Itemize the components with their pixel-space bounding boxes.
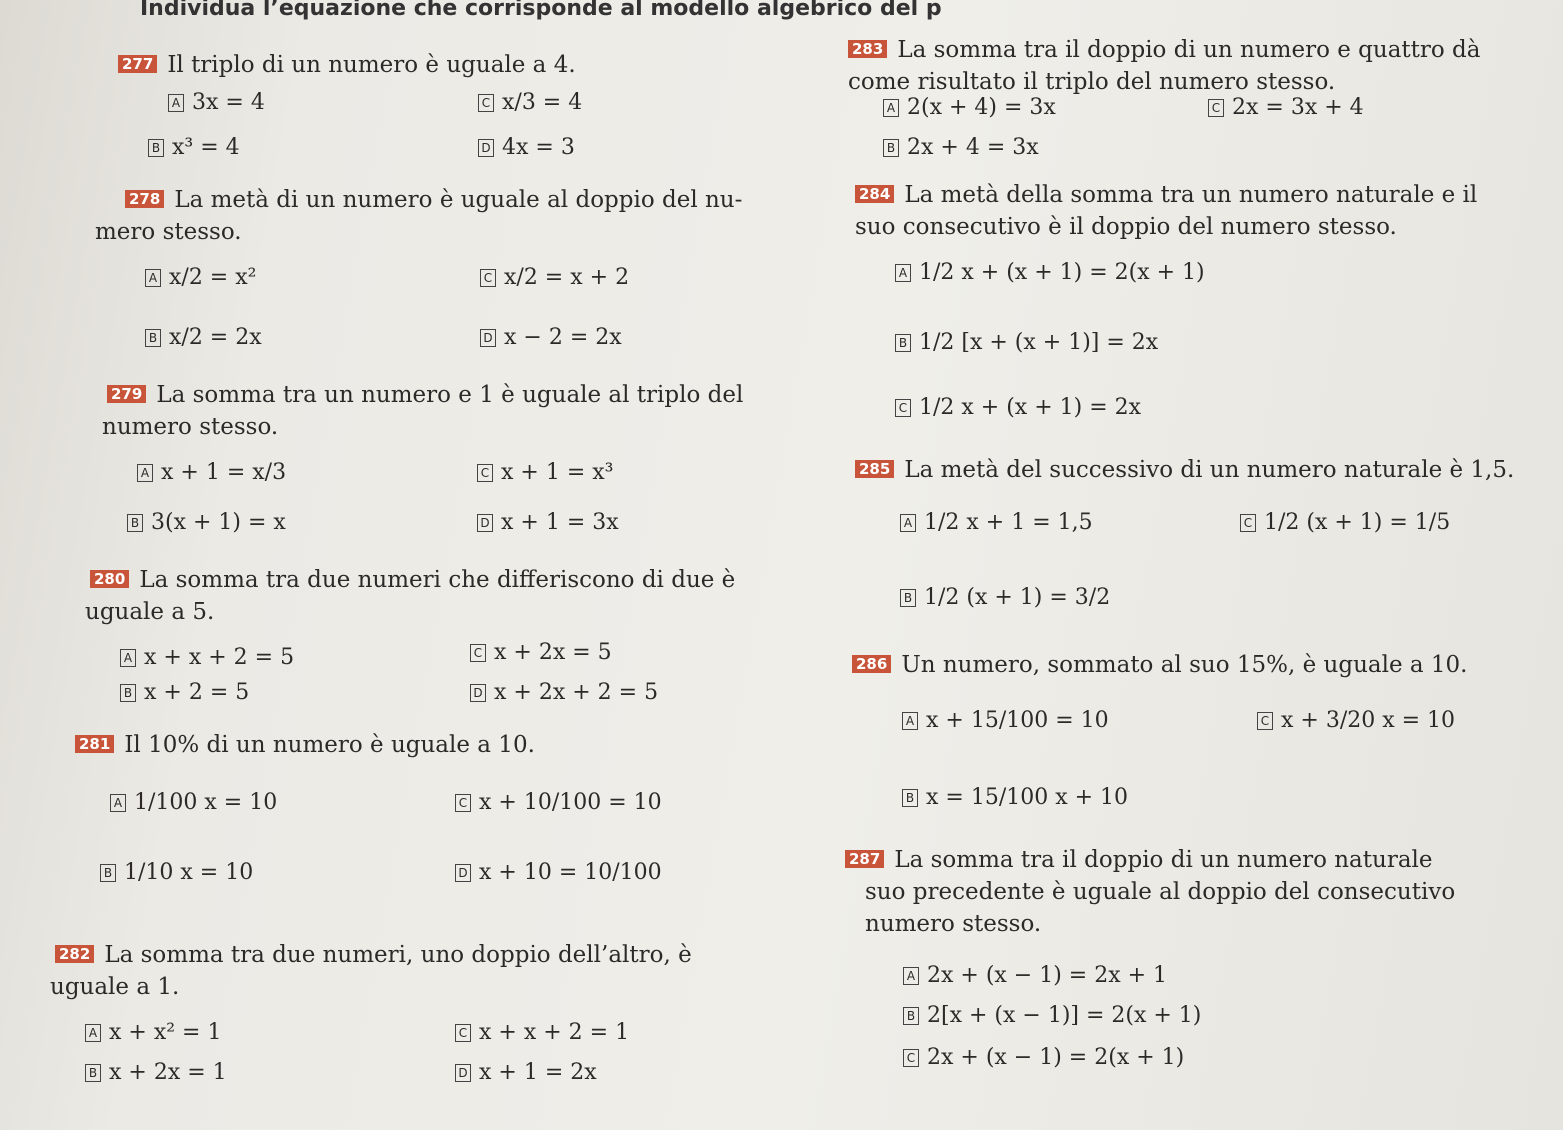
option-equation: x + 1 = x/3 — [161, 460, 287, 485]
option-d[interactable] — [480, 325, 622, 350]
option-b[interactable] — [895, 330, 1158, 355]
option-c[interactable] — [895, 395, 1141, 420]
option-b[interactable] — [900, 585, 1110, 610]
exercise-text — [118, 50, 576, 80]
option-equation: 1/2 [x + (x + 1)] = 2x — [919, 330, 1159, 355]
exercise-text — [90, 565, 735, 595]
option-c[interactable] — [480, 265, 629, 290]
option-letter-box: B — [100, 864, 116, 882]
option-equation: x + 10/100 = 10 — [479, 790, 662, 815]
option-equation: 2x + (x − 1) = 2x + 1 — [927, 963, 1168, 988]
option-letter-box: C — [903, 1049, 919, 1067]
option-letter-box: B — [883, 139, 899, 157]
option-letter-box: A — [168, 94, 184, 112]
option-equation: x/2 = 2x — [169, 325, 262, 350]
option-letter-box: B — [148, 139, 164, 157]
exercise-text-line: mero stesso. — [95, 219, 242, 245]
exercise-text — [848, 35, 1481, 65]
option-b[interactable] — [148, 135, 240, 160]
exercise-text-line: La somma tra il doppio di un numero e quattro dà — [897, 37, 1481, 63]
option-b[interactable] — [100, 860, 253, 885]
option-letter-box: B — [85, 1064, 101, 1082]
option-b[interactable] — [903, 1003, 1201, 1028]
exercise-text — [95, 217, 242, 247]
option-letter-box: C — [895, 399, 911, 417]
exercise-text — [102, 412, 278, 442]
option-letter-box: B — [127, 514, 143, 532]
exercise-number-badge: 284 — [855, 185, 894, 203]
option-letter-box: A — [137, 464, 153, 482]
option-equation: x + 2x = 5 — [494, 640, 612, 665]
option-letter-box: B — [903, 1007, 919, 1025]
exercise-text — [50, 972, 179, 1002]
exercise-number-badge: 286 — [852, 655, 891, 673]
option-equation: x + 3/20 x = 10 — [1281, 708, 1456, 733]
option-equation: 2x = 3x + 4 — [1232, 95, 1364, 120]
option-letter-box: B — [902, 789, 918, 807]
exercise-text-line: suo precedente è uguale al doppio del consecutivo — [865, 879, 1456, 905]
option-letter-box: B — [145, 329, 161, 347]
exercise-text — [865, 877, 1455, 907]
exercise-number-badge: 287 — [845, 850, 884, 868]
exercise-number-badge: 285 — [855, 460, 894, 478]
option-equation: x + 2x = 1 — [109, 1060, 227, 1085]
option-equation: 4x = 3 — [502, 135, 575, 160]
option-equation: x + 1 = 2x — [479, 1060, 597, 1085]
option-letter-box: B — [900, 589, 916, 607]
option-equation: 1/100 x = 10 — [134, 790, 278, 815]
option-letter-box: D — [455, 864, 471, 882]
option-b[interactable] — [127, 510, 286, 535]
option-a[interactable] — [110, 790, 277, 815]
option-letter-box: A — [902, 712, 918, 730]
exercise-text-line: La somma tra il doppio di un numero naturale — [894, 847, 1433, 873]
option-equation: 1/10 x = 10 — [124, 860, 254, 885]
exercise-number-badge: 277 — [118, 55, 157, 73]
option-letter-box: A — [900, 514, 916, 532]
option-c[interactable] — [477, 460, 613, 485]
option-b[interactable] — [902, 785, 1128, 810]
option-equation: x = 15/100 x + 10 — [926, 785, 1129, 810]
option-a[interactable] — [903, 963, 1167, 988]
option-equation: x + 1 = 3x — [501, 510, 619, 535]
option-letter-box: C — [480, 269, 496, 287]
option-c[interactable] — [1208, 95, 1364, 120]
option-equation: x³ = 4 — [172, 135, 240, 160]
exercise-text — [107, 380, 743, 410]
option-a[interactable] — [120, 645, 294, 670]
option-equation: x + 15/100 = 10 — [926, 708, 1109, 733]
option-equation: x + x + 2 = 1 — [479, 1020, 630, 1045]
exercise-text-line: Il 10% di un numero è uguale a 10. — [124, 732, 535, 758]
option-letter-box: B — [120, 684, 136, 702]
option-equation: x + 10 = 10/100 — [479, 860, 662, 885]
page-header: Individua l’equazione che corrisponde al modello algebrico del p — [140, 0, 942, 21]
option-a[interactable] — [168, 90, 265, 115]
option-equation: x + 2x + 2 = 5 — [494, 680, 659, 705]
exercise-text-line: La somma tra un numero e 1 è uguale al triplo del — [156, 382, 744, 408]
option-equation: 1/2 x + (x + 1) = 2x — [919, 395, 1142, 420]
option-d[interactable] — [477, 510, 619, 535]
option-d[interactable] — [455, 1060, 597, 1085]
exercise-text — [855, 180, 1477, 210]
option-letter-box: A — [145, 269, 161, 287]
option-letter-box: A — [85, 1024, 101, 1042]
option-letter-box: D — [480, 329, 496, 347]
option-letter-box: D — [478, 139, 494, 157]
option-c[interactable] — [1240, 510, 1450, 535]
option-letter-box: A — [895, 264, 911, 282]
option-c[interactable] — [455, 1020, 629, 1045]
exercise-text — [848, 67, 1335, 97]
option-b[interactable] — [883, 135, 1039, 160]
option-c[interactable] — [455, 790, 662, 815]
option-equation: x + 1 = x³ — [501, 460, 614, 485]
exercise-number-badge: 283 — [848, 40, 887, 58]
exercise-text — [865, 909, 1041, 939]
option-d[interactable] — [478, 135, 575, 160]
exercise-text-line: Il triplo di un numero è uguale a 4. — [167, 52, 576, 78]
option-equation: x + x + 2 = 5 — [144, 645, 295, 670]
exercise-text — [855, 212, 1397, 242]
option-d[interactable] — [455, 860, 662, 885]
exercise-number-badge: 281 — [75, 735, 114, 753]
option-equation: 2[x + (x − 1)] = 2(x + 1) — [927, 1003, 1202, 1028]
exercise-number-badge: 282 — [55, 945, 94, 963]
option-equation: 2x + 4 = 3x — [907, 135, 1039, 160]
exercise-number-badge: 280 — [90, 570, 129, 588]
option-equation: 3x = 4 — [192, 90, 265, 115]
option-equation: x/2 = x² — [169, 265, 257, 290]
exercise-text — [855, 455, 1514, 485]
option-b[interactable] — [120, 680, 249, 705]
option-b[interactable] — [145, 325, 262, 350]
exercise-text — [125, 185, 742, 215]
exercise-number-badge: 278 — [125, 190, 164, 208]
option-equation: 1/2 (x + 1) = 3/2 — [924, 585, 1111, 610]
exercise-text — [845, 845, 1433, 875]
option-letter-box: B — [895, 334, 911, 352]
option-b[interactable] — [85, 1060, 227, 1085]
exercise-text — [75, 730, 535, 760]
option-letter-box: D — [477, 514, 493, 532]
option-equation: x + x² = 1 — [109, 1020, 222, 1045]
exercise-text-line: La metà di un numero è uguale al doppio del nu- — [174, 187, 743, 213]
option-c[interactable] — [478, 90, 582, 115]
option-a[interactable] — [902, 708, 1109, 733]
exercise-text-line: numero stesso. — [102, 414, 279, 440]
option-a[interactable] — [137, 460, 286, 485]
option-c[interactable] — [1257, 708, 1455, 733]
option-equation: 2(x + 4) = 3x — [907, 95, 1056, 120]
exercise-text — [852, 650, 1467, 680]
option-letter-box: C — [1208, 99, 1224, 117]
option-equation: 3(x + 1) = x — [151, 510, 286, 535]
option-equation: x/3 = 4 — [502, 90, 583, 115]
option-letter-box: C — [1257, 712, 1273, 730]
exercise-text-line: La metà del successivo di un numero naturale è 1,5. — [904, 457, 1515, 483]
exercise-text-line: suo consecutivo è il doppio del numero stesso. — [855, 214, 1397, 240]
option-letter-box: A — [110, 794, 126, 812]
option-letter-box: D — [455, 1064, 471, 1082]
option-letter-box: C — [455, 1024, 471, 1042]
option-equation: x + 2 = 5 — [144, 680, 250, 705]
exercise-text-line: La somma tra due numeri, uno doppio dell’altro, è — [104, 942, 692, 968]
option-a[interactable] — [895, 260, 1205, 285]
option-letter-box: A — [883, 99, 899, 117]
option-d[interactable] — [470, 680, 658, 705]
option-letter-box: A — [120, 649, 136, 667]
option-letter-box: C — [470, 644, 486, 662]
option-equation: x − 2 = 2x — [504, 325, 622, 350]
option-letter-box: C — [1240, 514, 1256, 532]
exercise-number-badge: 279 — [107, 385, 146, 403]
option-letter-box: C — [478, 94, 494, 112]
option-letter-box: D — [470, 684, 486, 702]
option-equation: 1/2 (x + 1) = 1/5 — [1264, 510, 1451, 535]
option-c[interactable] — [470, 640, 612, 665]
option-a[interactable] — [85, 1020, 221, 1045]
option-c[interactable] — [903, 1045, 1184, 1070]
option-letter-box: C — [455, 794, 471, 812]
exercise-text-line: uguale a 1. — [50, 974, 180, 1000]
option-letter-box: A — [903, 967, 919, 985]
exercise-text — [55, 940, 692, 970]
option-a[interactable] — [883, 95, 1056, 120]
exercise-text-line: La metà della somma tra un numero naturale e il — [904, 182, 1478, 208]
option-letter-box: C — [477, 464, 493, 482]
option-equation: x/2 = x + 2 — [504, 265, 630, 290]
exercise-text-line: numero stesso. — [865, 911, 1042, 937]
exercise-text-line: Un numero, sommato al suo 15%, è uguale a 10. — [901, 652, 1468, 678]
option-equation: 1/2 x + 1 = 1,5 — [924, 510, 1093, 535]
exercise-text-line: come risultato il triplo del numero stesso. — [848, 69, 1336, 95]
option-a[interactable] — [145, 265, 256, 290]
exercise-text-line: La somma tra due numeri che differiscono di due è — [139, 567, 736, 593]
exercise-text-line: uguale a 5. — [85, 599, 215, 625]
option-equation: 2x + (x − 1) = 2(x + 1) — [927, 1045, 1185, 1070]
option-a[interactable] — [900, 510, 1093, 535]
exercise-text — [85, 597, 214, 627]
option-equation: 1/2 x + (x + 1) = 2(x + 1) — [919, 260, 1205, 285]
